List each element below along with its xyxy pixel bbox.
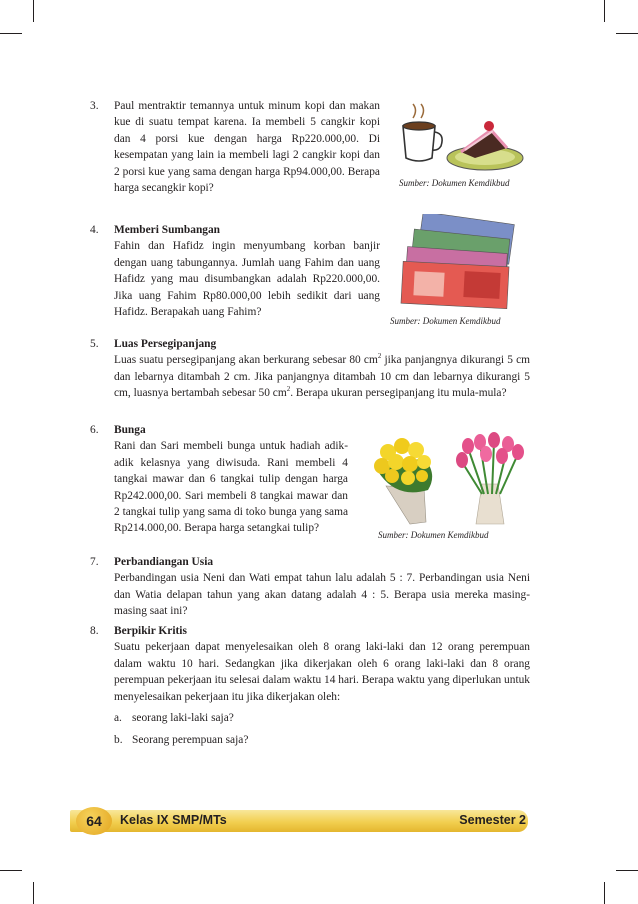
problem-title: Memberi Sumbangan [114,224,221,236]
crop-mark [0,33,22,34]
sub-question-b: b. Seorang perempuan saja? [114,734,249,747]
problem-text: Fahin dan Hafidz ingin menyumbang korban banjir dengan uang tabungannya. Jumlah uang Fahim dan uang Hafidz yang mau disumbangkan adalah Rp220.000,00. Jika uang Fahim Rp80.000,00 lebih sedikit dari uang Hafidz. Berapakah uang Fahim? [114,240,380,319]
problem-number: 5. [90,338,99,350]
image-credit: Sumber: Dokumen Kemdikbud [390,316,501,326]
problem-8 [90,623,530,749]
crop-mark [604,0,605,22]
crop-mark [616,870,638,871]
problem-number: 7. [90,556,99,568]
problem-number: 4. [90,224,99,236]
crop-mark [0,870,22,871]
image-credit: Sumber: Dokumen Kemdikbud [378,530,489,540]
page-number: 64 [76,807,112,835]
crop-mark [33,0,34,22]
problem-text: Rani dan Sari membeli bunga untuk hadiah adik-adik kelasnya yang diwisuda. Rani membeli 4 tangkai mawar dan 6 tangkai tulip dengan harga Rp242.000,00. Sari membeli 8 tangkai mawar dan 2 tangkai tulip yang sama di toko bunga yang sama Rp214.000,00. Berapa harga setangkai tulip? [114,440,348,535]
problem-number: 6. [90,424,99,436]
flowers-illustration [364,428,526,528]
problem-4 [90,222,380,320]
sub-question-a: a. seorang laki-laki saja? [114,712,234,725]
semester-label: Semester 2 [459,813,526,827]
money-banknotes-illustration [398,214,526,312]
problem-number: 8. [90,625,99,637]
book-title: Kelas IX SMP/MTs [120,813,227,827]
problem-text: Perbandingan usia Neni dan Wati empat tahun lalu adalah 5 : 7. Perbandingan usia Neni dan Watia delapan tahun yang akan datang adalah 4 : 5. Berapa usia mereka masing-masing saat ini? [114,572,530,618]
problem-title: Luas Persegipanjang [114,338,217,350]
problem-text: Luas suatu persegipanjang akan berkurang sebesar 80 $cm^2$ jika panjangnya dikurangi 5 cm dan lebarnya ditambah 2 cm. Jika panjangnya ditambah 10 cm dan lebarnya dikurangi 5 cm, luasnya bertambah sebesar 50 $cm^2$. Berapa ukuran persegipanjang itu mula-mula? [114,352,530,400]
coffee-and-cake-illustration [395,100,525,175]
problem-title: Berpikir Kritis [114,625,187,637]
problem-6 [90,422,348,537]
image-credit: Sumber: Dokumen Kemdikbud [399,178,510,188]
crop-mark [616,33,638,34]
problem-5 [90,336,530,402]
problem-text: Suatu pekerjaan dapat menyelesaikan oleh 8 orang laki-laki dan 12 orang perempuan dalam waktu 10 hari. Sedangkan jika dikerjakan oleh 6 orang laki-laki dan 8 orang perempuan pekerjaan itu selesai dalam waktu 14 hari. Berapa waktu yang diperlukan untuk menyelesaikan pekerjaan itu jika dikerjakan oleh: [114,641,530,703]
crop-mark [604,882,605,904]
problem-text: Paul mentraktir temannya untuk minum kopi dan makan kue di suatu tempat karena. Ia membeli 5 cangkir kopi dan 4 porsi kue dengan harga Rp220.000,00. Di kesempatan yang lain ia membeli lagi 2 cangkir kopi dan 2 porsi kue yang sama dengan harga Rp94.000,00. Berapa harga secangkir kopi? [114,100,380,195]
problem-number: 3. [90,100,99,112]
problem-title: Bunga [114,424,146,436]
problem-3 [90,98,380,196]
problem-7 [90,554,530,620]
crop-mark [33,882,34,904]
problem-title: Perbandiangan Usia [114,556,214,568]
